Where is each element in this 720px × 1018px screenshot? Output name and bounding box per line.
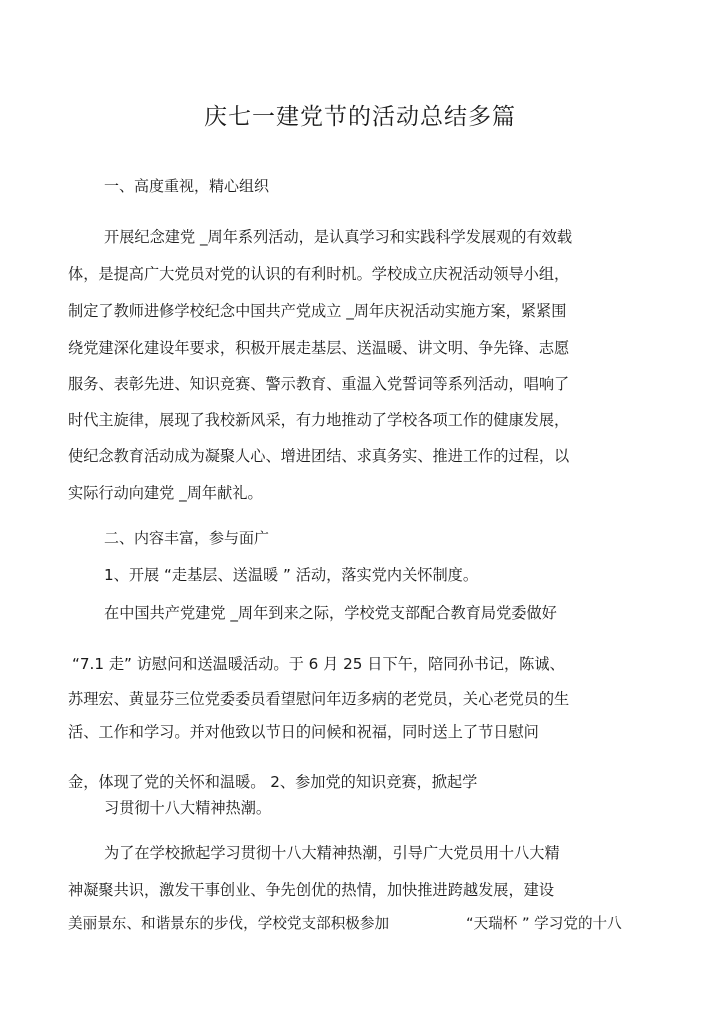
paragraph-line: 开展纪念建党 _周年系列活动，是认真学习和实践科学发展观的有效载 <box>104 228 573 246</box>
paragraph-line: 制定了教师进修学校纪念中国共产党成立 _周年庆祝活动实施方案，紧紧围 <box>68 302 567 320</box>
paragraph-line: “天瑞杯 ” 学习党的十八 <box>466 915 622 932</box>
paragraph-line: 为了在学校掀起学习贯彻十八大精神热潮，引导广大党员用十八大精 <box>104 844 560 862</box>
paragraph-line: 金，体现了党的关怀和温暖。 2、参加党的知识竞赛，掀起学 <box>68 773 478 791</box>
paragraph-line: 美丽景东、和谐景东的步伐，学校党支部积极参加 <box>68 915 390 932</box>
paragraph-line: 实际行动向建党 _周年献礼。 <box>68 484 263 502</box>
paragraph-line: 神凝聚共识，激发干事创业、争先创优的热情，加快推进跨越发展，建设 <box>68 881 554 899</box>
item-heading-1: 1、开展 “走基层、送温暖 ” 活动，落实党内关怀制度。 <box>104 566 479 584</box>
paragraph-line: 苏理宏、黄显芬三位党委委员看望慰问年迈多病的老党员，关心老党员的生 <box>68 690 570 708</box>
paragraph-line: 在中国共产党建党 _周年到来之际，学校党支部配合教育局党委做好 <box>104 604 557 622</box>
paragraph-line: 服务、表彰先进、知识竞赛、警示教育、重温入党誓词等系列活动，唱响了 <box>68 375 570 393</box>
paragraph-line: 绕党建深化建设年要求，积极开展走基层、送温暖、讲文明、争先锋、志愿 <box>68 339 570 357</box>
paragraph-line: 习贯彻十八大精神热潮。 <box>104 799 272 817</box>
paragraph-line: 活、工作和学习。并对他致以节日的问候和祝福，同时送上了节日慰问 <box>68 723 539 741</box>
paragraph-line: 时代主旋律，展现了我校新风采，有力地推动了学校各项工作的健康发展， <box>68 411 570 429</box>
document-title: 庆七一建党节的活动总结多篇 <box>204 104 516 130</box>
paragraph-line: 使纪念教育活动成为凝聚人心、增进团结、求真务实、推进工作的过程，以 <box>68 447 570 465</box>
paragraph-line: 体，是提高广大党员对党的认识的有利时机。学校成立庆祝活动领导小组， <box>68 265 570 283</box>
paragraph-line: “7.1 走” 访慰问和送温暖活动。于 6 月 25 日下午，陪同孙书记，陈诚、 <box>72 655 565 673</box>
section-heading-1: 一、高度重视，精心组织 <box>104 177 270 195</box>
section-heading-2: 二、内容丰富，参与面广 <box>104 529 270 547</box>
